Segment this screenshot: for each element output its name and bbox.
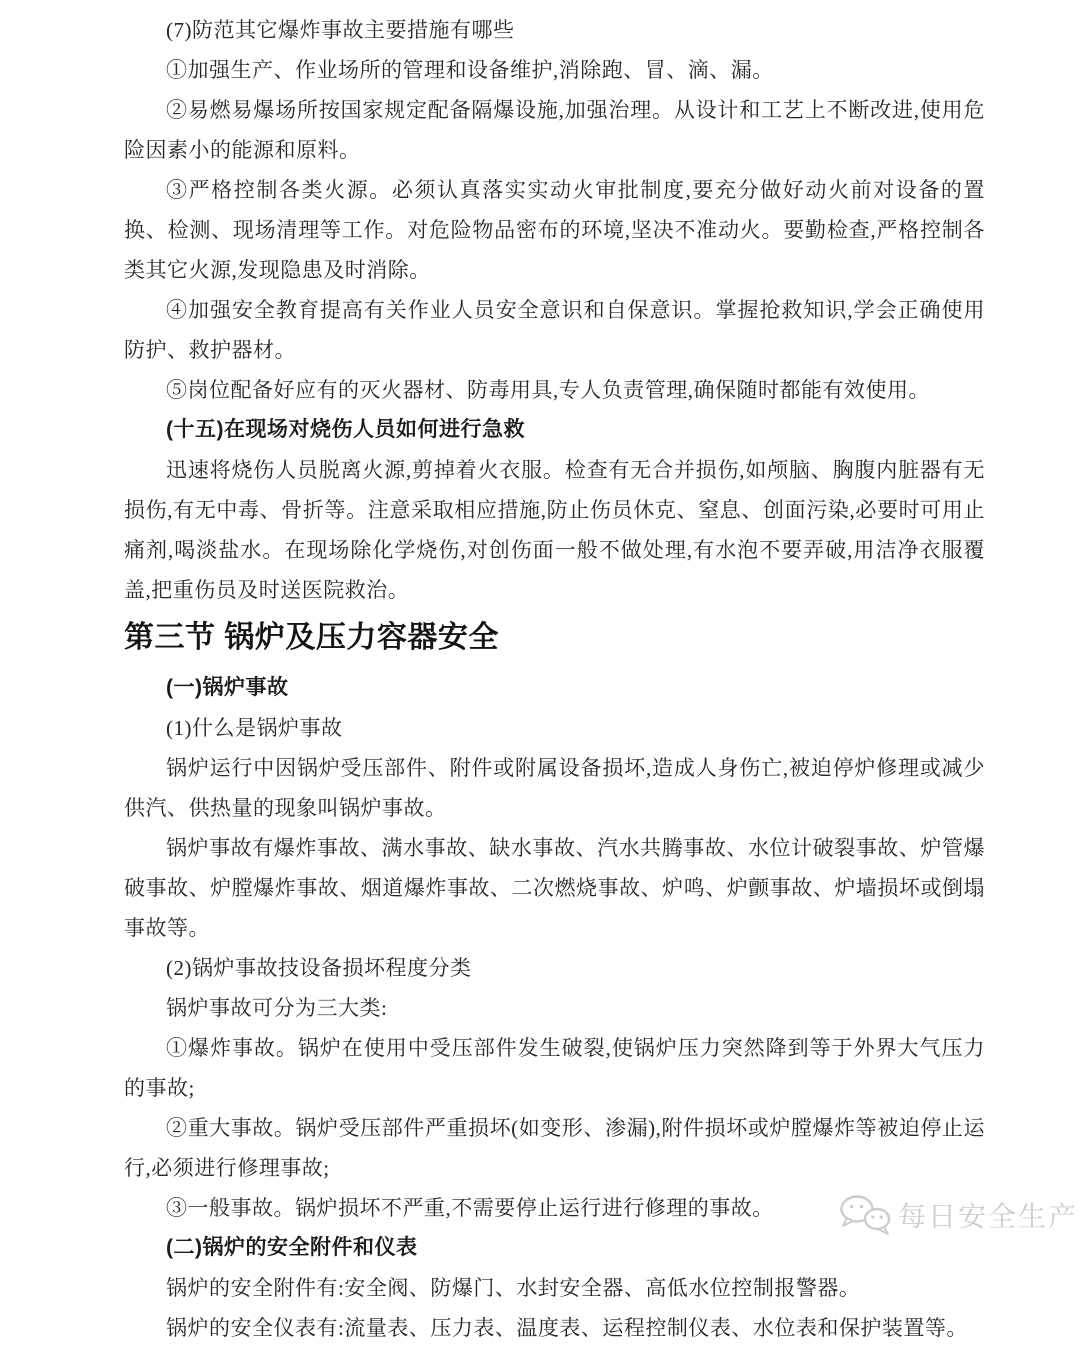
paragraph: 锅炉的安全仪表有:流量表、压力表、温度表、运程控制仪表、水位表和保护装置等。 (166, 1316, 968, 1340)
paragraph: ③严格控制各类火源。必须认真落实实动火审批制度,要充分做好动火前对设备的置换、检测、现场清理等工作。对危险物品密布的环境,坚决不准动火。要勤检查,严格控制各类其它火源,发现隐患及时消除。 (124, 178, 985, 282)
paragraph: ③一般事故。锅炉损坏不严重,不需要停止运行进行修理的事故。 (166, 1196, 774, 1220)
paragraph: ②易燃易爆场所按国家规定配备隔爆设施,加强治理。从设计和工艺上不断改进,使用危险因素小的能源和原料。 (124, 98, 985, 162)
section-heading: (二)锅炉的安全附件和仪表 (166, 1236, 418, 1259)
paragraph: ⑤岗位配备好应有的灭火器材、防毒用具,专人负责管理,确保随时都能有效使用。 (166, 378, 930, 402)
paragraph: ④加强安全教育提高有关作业人员安全意识和自保意识。掌握抢救知识,学会正确使用防护、救护器材。 (124, 298, 985, 362)
paragraph: 锅炉运行中因锅炉受压部件、附件或附属设备损坏,造成人身伤亡,被迫停炉修理或减少供汽、供热量的现象叫锅炉事故。 (124, 756, 985, 820)
paragraph: ①加强生产、作业场所的管理和设备维护,消除跑、冒、滴、漏。 (166, 58, 774, 82)
paragraph: (2)锅炉事故技设备损坏程度分类 (166, 956, 472, 980)
paragraph: 锅炉事故有爆炸事故、满水事故、缺水事故、汽水共腾事故、水位计破裂事故、炉管爆破事故、炉膛爆炸事故、烟道爆炸事故、二次燃烧事故、炉鸣、炉颤事故、炉墙损坏或倒塌事故等。 (124, 836, 985, 940)
section-heading: (十五)在现场对烧伤人员如何进行急救 (166, 418, 525, 441)
section-heading: (一)锅炉事故 (166, 676, 289, 699)
watermark-label: 每日安全生产 (898, 1201, 1079, 1232)
paragraph: (7)防范其它爆炸事故主要措施有哪些 (166, 18, 515, 42)
paragraph: ①爆炸事故。锅炉在使用中受压部件发生破裂,使锅炉压力突然降到等于外界大气压力的事故; (124, 1036, 985, 1100)
paragraph: (1)什么是锅炉事故 (166, 716, 343, 740)
paragraph: 锅炉的安全附件有:安全阀、防爆门、水封安全器、高低水位控制报警器。 (166, 1276, 861, 1300)
paragraph: ②重大事故。锅炉受压部件严重损坏(如变形、渗漏),附件损坏或炉膛爆炸等被迫停止运行,必须进行修理事故; (124, 1116, 985, 1180)
section-title: 第三节 锅炉及压力容器安全 (124, 621, 499, 654)
paragraph: 迅速将烧伤人员脱离火源,剪掉着火衣服。检查有无合并损伤,如颅脑、胸腹内脏器有无损伤,有无中毒、骨折等。注意采取相应措施,防止伤员休克、窒息、创面污染,必要时可用止痛剂,喝淡盐水。在现场除化学烧伤,对创伤面一般不做处理,有水泡不要弄破,用洁净衣服覆盖,把重伤员及时送医院救治。 (124, 458, 985, 602)
paragraph: 锅炉事故可分为三大类: (166, 996, 388, 1020)
